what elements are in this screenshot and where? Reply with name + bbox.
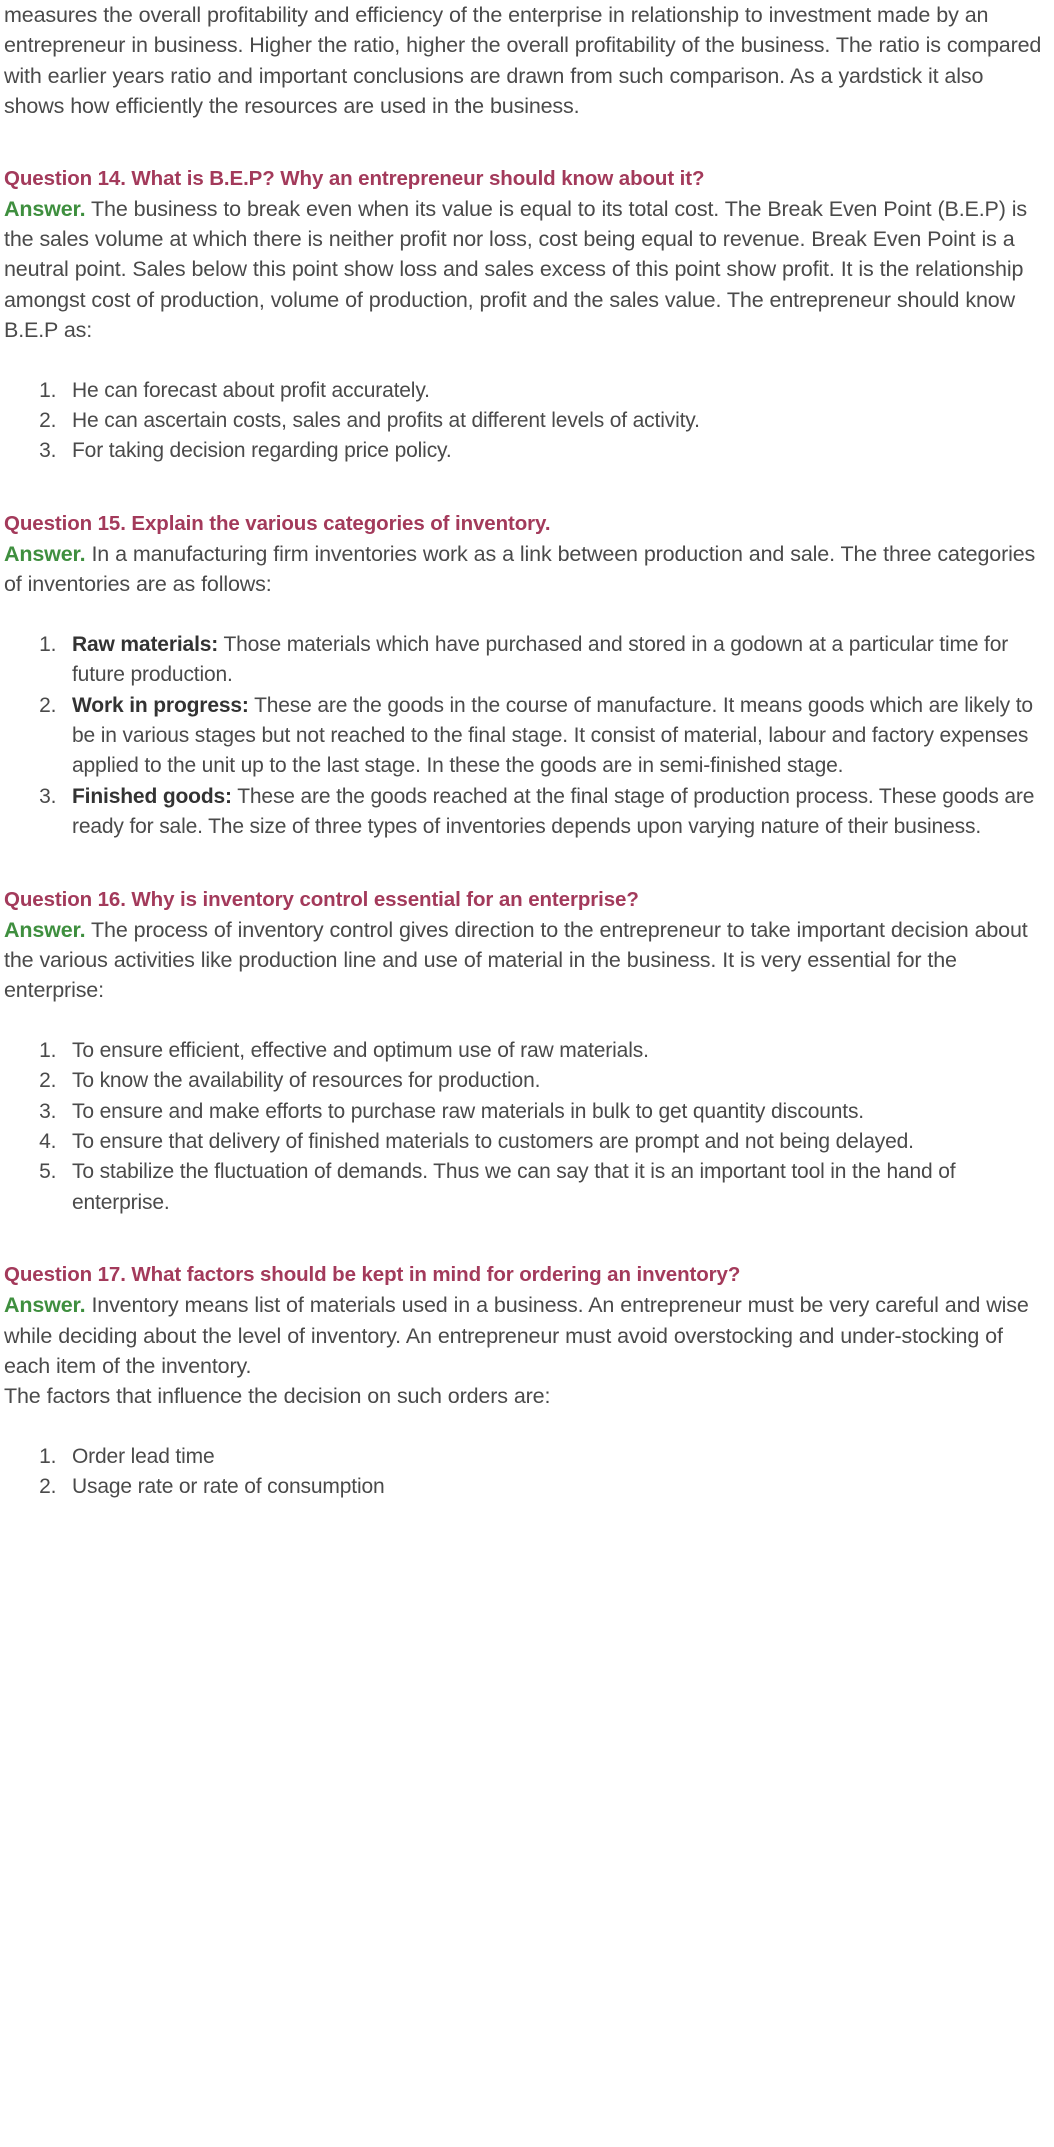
spacer — [4, 346, 1048, 376]
answer-paragraph-16 — [4, 915, 1048, 1006]
answer-list-17 — [4, 1442, 1048, 1503]
list-item — [62, 376, 1048, 406]
spacer — [4, 122, 1048, 164]
answer-body-14: The business to break even when its value is equal to its total cost. The Break Even Point (B.E.P) is the sales volume at which there is neither profit nor loss, cost being equal to revenue. Break Even Point is a neutral point. Sales below this point show loss and sales excess of this point show profit. It is the relationship amongst cost of production, volume of production, profit and the sales value. The entrepreneur should know B.E.P as: — [4, 196, 1027, 343]
list-item-text: To know the availability of resources for production. — [72, 1069, 541, 1093]
answer-list-16 — [4, 1036, 1048, 1218]
list-item — [62, 691, 1048, 782]
list-item-text: For taking decision regarding price policy. — [72, 439, 452, 463]
qa-section-14 — [4, 164, 1048, 467]
list-item-text: He can forecast about profit accurately. — [72, 378, 430, 402]
list-item-text: To stabilize the fluctuation of demands. Thus we can say that it is an important tool in the hand of enterprise. — [72, 1160, 956, 1214]
list-item — [62, 406, 1048, 436]
list-item-strong: Work in progress: — [72, 693, 249, 717]
spacer — [4, 843, 1048, 885]
list-item — [62, 782, 1048, 843]
list-item-text: These are the goods in the course of manufacture. It means goods which are likely to be in various stages but not reached to the final stage. It consist of material, labour and factory expenses applied to the unit up to the last stage. In these the goods are in semi-finished stage. — [72, 693, 1033, 778]
answer-body-15: In a manufacturing firm inventories work as a link between production and sale. The three categories of inventories are as follows: — [4, 541, 1036, 597]
spacer — [4, 1218, 1048, 1260]
question-heading-16: Question 16. Why is inventory control essential for an enterprise? — [4, 887, 639, 911]
list-item-text: To ensure efficient, effective and optimum use of raw materials. — [72, 1038, 649, 1062]
spacer — [4, 467, 1048, 509]
qa-section-17 — [4, 1260, 1048, 1502]
list-item-text: Usage rate or rate of consumption — [72, 1475, 385, 1499]
list-item-text: He can ascertain costs, sales and profits at different levels of activity. — [72, 409, 700, 433]
answer-paragraph-14 — [4, 194, 1048, 346]
answer-list-14 — [4, 376, 1048, 467]
list-item — [62, 1472, 1048, 1502]
list-item — [62, 1066, 1048, 1096]
list-item — [62, 1036, 1048, 1066]
list-item — [62, 1157, 1048, 1218]
answer-label-17: Answer. — [4, 1293, 86, 1318]
question-heading-15: Question 15. Explain the various categories of inventory. — [4, 511, 551, 535]
answer-paragraph-15 — [4, 539, 1048, 600]
answer-list-15 — [4, 630, 1048, 843]
list-item — [62, 1097, 1048, 1127]
list-item — [62, 1442, 1048, 1472]
list-item-text: To ensure that delivery of finished materials to customers are prompt and not being delayed. — [72, 1129, 914, 1153]
list-item-strong: Raw materials: — [72, 632, 219, 656]
spacer — [4, 600, 1048, 630]
answer-label-16: Answer. — [4, 917, 86, 942]
answer-label-14: Answer. — [4, 196, 86, 221]
question-heading-17: Question 17. What factors should be kept in mind for ordering an inventory? — [4, 1263, 741, 1287]
list-item — [62, 1127, 1048, 1157]
qa-section-15 — [4, 509, 1048, 843]
list-item — [62, 630, 1048, 691]
list-item-text: These are the goods reached at the final stage of production process. These goods are ready for sale. The size of three types of inventories depends upon varying nature of their business. — [72, 784, 1035, 839]
answer-paragraph-17 — [4, 1290, 1048, 1381]
spacer — [4, 1412, 1048, 1442]
list-item-text: Order lead time — [72, 1444, 215, 1468]
list-item-strong: Finished goods: — [72, 784, 232, 808]
list-item-text: To ensure and make efforts to purchase raw materials in bulk to get quantity discounts. — [72, 1099, 864, 1123]
qa-section-16 — [4, 885, 1048, 1219]
list-item — [62, 436, 1048, 466]
continued-paragraph: measures the overall profitability and efficiency of the enterprise in relationship to investment made by an entrepreneur in business. Higher the ratio, higher the overall profitability of the business. The ratio is compared with earlier years ratio and important conclusions are drawn from such comparison. As a yardstick it also shows how efficiently the resources are used in the business. — [4, 3, 1042, 119]
answer-body-16: The process of inventory control gives direction to the entrepreneur to take important decision about the various activities like production line and use of material in the business. It is very essential for the enterprise: — [4, 917, 1028, 1003]
list-item-text: Those materials which have purchased and stored in a godown at a particular time for future production. — [72, 632, 1009, 687]
answer-label-15: Answer. — [4, 541, 86, 566]
answer-body-17: Inventory means list of materials used in a business. An entrepreneur must be very careful and wise while deciding about the level of inventory. An entrepreneur must avoid overstocking and under-stocking of each item of the inventory. — [4, 1293, 1029, 1378]
answer-paragraph-17-b: The factors that influence the decision on such orders are: — [4, 1384, 551, 1409]
question-heading-14: Question 14. What is B.E.P? Why an entrepreneur should know about it? — [4, 166, 705, 190]
spacer — [4, 1006, 1048, 1036]
